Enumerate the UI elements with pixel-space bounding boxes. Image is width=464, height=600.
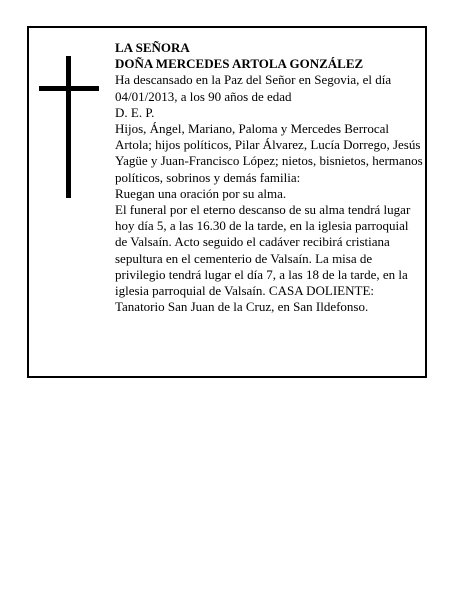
prayer-text: Ruegan una oración por su alma. bbox=[115, 185, 287, 201]
notice-text bbox=[115, 40, 423, 315]
deceased-name: DOÑA MERCEDES ARTOLA GONZÁLEZ bbox=[115, 56, 364, 72]
cross-vertical-bar bbox=[66, 56, 71, 198]
cross-horizontal-bar bbox=[39, 86, 99, 91]
cross-icon bbox=[39, 56, 99, 198]
obituary-notice bbox=[27, 26, 427, 378]
family-list: Hijos, Ángel, Mariano, Paloma y Mercedes Berrocal Artola; hijos políticos, Pilar Álvarez, Lucía Dorrego, Jesús Yagüe y Juan-Francisco López; nietos, bisnietos, hermanos políticos, sobrinos y demás familia: bbox=[115, 121, 423, 185]
funeral-details: El funeral por el eterno descanso de su alma tendrá lugar hoy día 5, a las 16.30 de la tarde, en la iglesia parroquial de Valsaín. Acto seguido el cadáver recibirá cristiana sepultura en el cementerio de Valsaín. La misa de privilegio tendrá lugar el día 7, a las 18 de la tarde, en la iglesia parroquial de Valsaín. CASA DOLIENTE: Tanatorio San Juan de la Cruz, en San Ildefonso. bbox=[115, 202, 411, 315]
notice-title: LA SEÑORA bbox=[115, 40, 190, 55]
death-statement: Ha descansado en la Paz del Señor en Segovia, el día 04/01/2013, a los 90 años de edad bbox=[115, 72, 392, 104]
dep-text: D. E. P. bbox=[115, 104, 155, 120]
